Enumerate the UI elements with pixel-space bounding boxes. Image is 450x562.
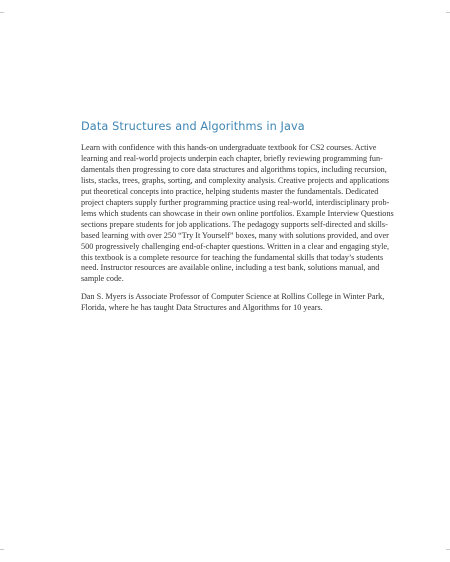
description-line: project chapters supply further programming practice using real-world, interdisciplinary prob- — [81, 197, 390, 207]
crop-mark — [0, 12, 4, 13]
crop-mark — [446, 12, 450, 13]
description-line: lems which students can showcase in their own online portfolios. Example Interview Questions — [81, 208, 394, 218]
crop-mark — [446, 549, 450, 550]
description-line: Learn with confidence with this hands-on undergraduate textbook for CS2 courses. Active — [81, 143, 377, 152]
author-bio-line: Florida, where he has taught Data Structures and Algorithms for 10 years. — [81, 302, 323, 312]
description-line: lists, stacks, trees, graphs, sorting, and complexity analysis. Creative projects and applications — [81, 175, 390, 185]
crop-mark — [0, 549, 4, 550]
book-title: Data Structures and Algorithms in Java — [81, 120, 305, 133]
description-line: damentals then progressing to core data structures and algorithms topics, including recursion, — [81, 164, 387, 174]
book-description — [81, 143, 394, 285]
description-line: learning and real-world projects underpin each chapter, briefly reviewing programming fun- — [81, 153, 383, 163]
description-line: put theoretical concepts into practice, helping students master the fundamentals. Dedicated — [81, 186, 379, 196]
description-line: based learning with over 250 “Try It Yourself” boxes, many with solutions provided, and over — [81, 230, 389, 240]
description-line: need. Instructor resources are available online, including a test bank, solutions manual, and — [81, 263, 380, 273]
description-line: sections prepare students for job applications. The pedagogy supports self-directed and skills- — [81, 219, 388, 229]
description-line: this textbook is a complete resource for teaching the fundamental skills that today’s students — [81, 252, 384, 262]
description-line: sample code. — [81, 274, 124, 284]
description-line: 500 progressively challenging end-of-chapter questions. Written in a clear and engaging style, — [81, 241, 390, 251]
author-bio — [81, 292, 385, 314]
author-bio-line: Dan S. Myers is Associate Professor of Computer Science at Rollins College in Winter Park, — [81, 292, 385, 301]
